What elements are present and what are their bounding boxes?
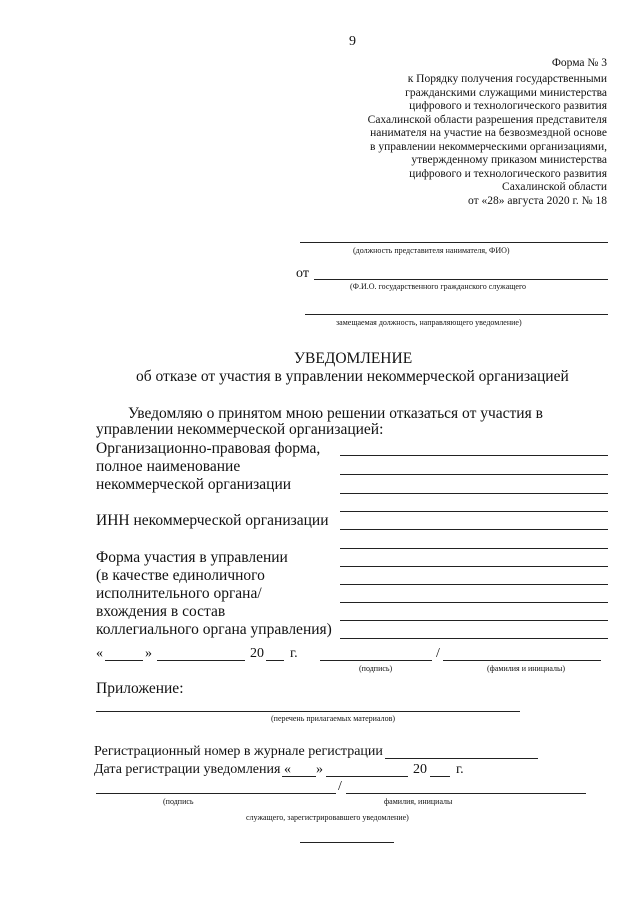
signature-slash: / xyxy=(436,646,440,661)
header-line: гражданскими служащими министерства xyxy=(405,86,607,99)
header-line: цифрового и технологического развития xyxy=(409,100,607,112)
inn-label: ИНН некоммерческой организации xyxy=(96,512,329,529)
date-year-line[interactable] xyxy=(266,660,284,661)
registration-year-line[interactable] xyxy=(430,776,450,777)
participation-field-line[interactable] xyxy=(340,602,608,603)
date-quote-close: » xyxy=(145,646,152,661)
org-form-field-line[interactable] xyxy=(340,455,608,456)
participation-field-line[interactable] xyxy=(340,566,608,567)
name-line[interactable] xyxy=(443,660,601,661)
signature-caption: (подпись) xyxy=(359,664,393,673)
document-subtitle: об отказе от участия в управлении некоммерческой организацией xyxy=(136,368,569,385)
participation-label: Форма участия в управлении xyxy=(96,549,288,566)
attachment-field-line[interactable] xyxy=(96,711,520,712)
form-title: Форма № 3 xyxy=(551,57,607,69)
header-line: от «28» августа 2020 г. № 18 xyxy=(467,194,607,207)
header-line: в управлении некоммерческими организациями, xyxy=(370,140,607,153)
registration-year-prefix: 20 xyxy=(413,762,427,777)
from-label: от xyxy=(296,266,309,281)
registration-date-quote-close: » xyxy=(316,762,323,777)
header-line: Сахалинской области разрешения представителя xyxy=(367,113,607,126)
org-form-label: Организационно-правовая форма, xyxy=(96,440,321,457)
inn-field-line[interactable] xyxy=(340,511,608,512)
participation-label: исполнительного органа/ xyxy=(96,585,262,602)
intro-line-2: управлении некоммерческой организацией: xyxy=(96,421,384,438)
attachment-caption: (перечень прилагаемых материалов) xyxy=(271,714,396,723)
registration-day-line[interactable] xyxy=(282,776,316,777)
registration-date-label: Дата регистрации уведомления « xyxy=(94,762,291,777)
header-line: нанимателя на участие на безвозмездной основе xyxy=(370,127,607,139)
participation-field-line[interactable] xyxy=(340,620,608,621)
registrar-signature-line[interactable] xyxy=(96,793,336,794)
signature-line[interactable] xyxy=(320,660,432,661)
header-line: утвержденному приказом министерства xyxy=(411,154,607,166)
registrar-employee-caption: служащего, зарегистрировавшего уведомление) xyxy=(246,813,409,822)
employee-post-field-line[interactable] xyxy=(305,314,608,315)
position-caption: (должность представителя нанимателя, ФИО) xyxy=(353,246,510,255)
header-reference xyxy=(368,73,607,208)
attachment-label: Приложение: xyxy=(96,680,184,697)
participation-label: вхождения в состав xyxy=(96,603,226,620)
date-quote-open: « xyxy=(96,646,103,661)
date-month-line[interactable] xyxy=(157,660,245,661)
employee-post-caption: замещаемая должность, направляющего уведомление) xyxy=(336,318,522,327)
org-form-field-line[interactable] xyxy=(340,493,608,494)
registrar-name-line[interactable] xyxy=(346,793,586,794)
participation-field-line[interactable] xyxy=(340,548,608,549)
org-form-label: полное наименование xyxy=(96,458,241,475)
registration-number-line[interactable] xyxy=(385,758,538,759)
bottom-separator-line xyxy=(300,842,394,843)
participation-field-line[interactable] xyxy=(340,638,608,639)
participation-field-line[interactable] xyxy=(340,584,608,585)
registrar-slash: / xyxy=(338,779,342,794)
name-caption: (фамилия и инициалы) xyxy=(487,664,566,673)
header-line: Сахалинской области xyxy=(502,181,607,193)
date-year-prefix: 20 xyxy=(250,646,264,661)
date-year-suffix: г. xyxy=(290,646,298,661)
org-form-label: некоммерческой организации xyxy=(96,476,292,493)
registrar-signature-caption: (подпись xyxy=(163,797,194,806)
inn-field-line[interactable] xyxy=(340,529,608,530)
intro-line-1: Уведомляю о принятом мною решении отказаться от участия в xyxy=(128,405,543,422)
employee-name-field-line[interactable] xyxy=(314,279,608,280)
registration-month-line[interactable] xyxy=(326,776,408,777)
participation-label: (в качестве единоличного xyxy=(96,567,265,584)
header-line: цифрового и технологического развития xyxy=(409,167,607,180)
header-line: к Порядку получения государственными xyxy=(407,73,607,85)
registration-year-suffix: г. xyxy=(456,762,464,777)
document-title: УВЕДОМЛЕНИЕ xyxy=(294,350,413,367)
employee-name-caption: (Ф.И.О. государственного гражданского служащего xyxy=(350,282,527,291)
registrar-name-caption: фамилия, инициалы xyxy=(384,797,453,806)
org-form-field-line[interactable] xyxy=(340,474,608,475)
registration-number-label: Регистрационный номер в журнале регистрации xyxy=(94,744,383,759)
position-field-line[interactable] xyxy=(300,242,608,243)
participation-label: коллегиального органа управления) xyxy=(96,621,332,638)
page-number: 9 xyxy=(349,34,356,49)
date-day-line[interactable] xyxy=(105,660,143,661)
